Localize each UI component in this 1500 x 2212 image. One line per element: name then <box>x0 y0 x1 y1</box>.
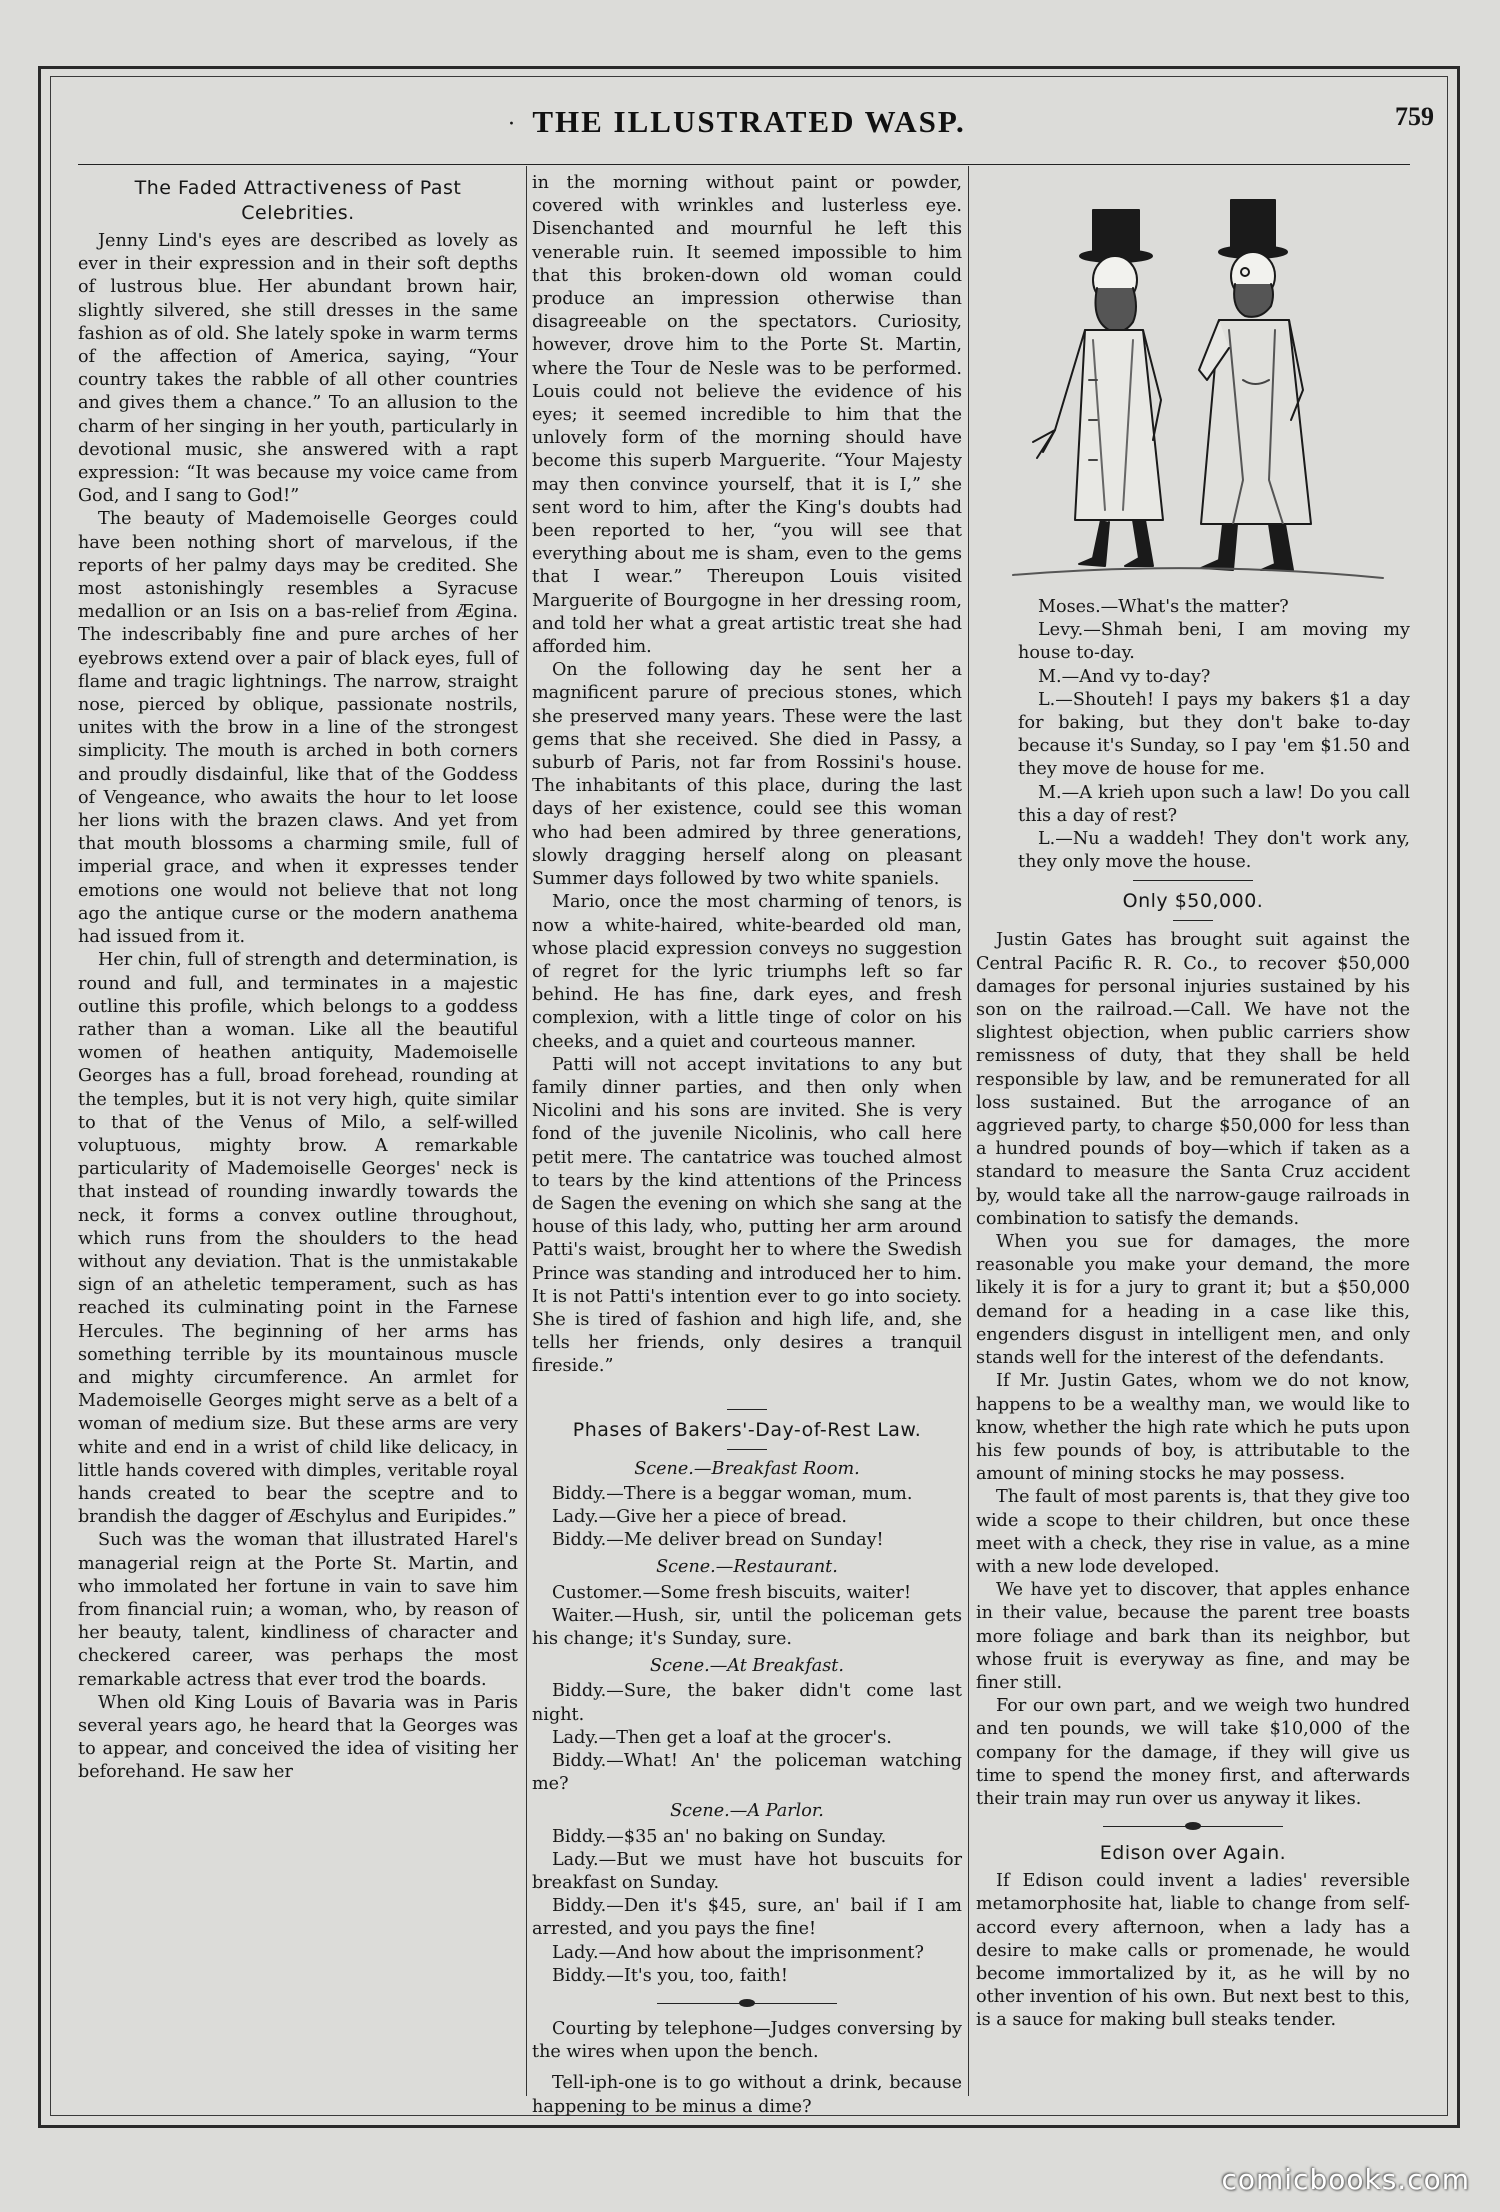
paragraph: in the morning without paint or powder, covered with wrinkles and lusterless eye. Disenchanted and mournful he left this venerable ruin. It seemed impossible to him that this broken-down old woman could produce an impression otherwise than disagreeable on the spectators. Curiosity, however, drove him to the Porte St. Martin, where the Tour de Nesle was to be performed. Louis could not believe the evidence of his eyes; it seemed incredible to him that the unlovely form of the morning should have become this superb Marguerite. “Your Majesty may then convince yourself, that it is I,” she sent word to him, after the King's doubts had been reported to her, “you will see that everything about me is sham, even to the gems that I wear.” Thereupon Louis visited Marguerite of Bourgogne in her dressing room, and told her what a great artistic treat she had afforded him. <box>532 173 962 658</box>
paragraph: Mario, once the most charming of tenors, is now a white-haired, white-bearded old man, whose placid expression conveys no suggestion of regret for the lyric triumphs left so far behind. He has fine, dark eyes, and fresh complexion, with a little tinge of color on his cheeks, and a quiet and courteous manner. <box>532 892 962 1052</box>
paragraph: When old King Louis of Bavaria was in Paris several years ago, he heard that la Georges was to appear, and conceived the idea of visiting her beforehand. He saw her <box>78 1692 518 1783</box>
column-divider-2 <box>968 166 969 2096</box>
article-heading-only-50000: Only $50,000. <box>1122 890 1264 913</box>
dialogue-line: Levy.—Shmah beni, I am moving my house to-day. <box>1018 620 1410 664</box>
dialogue-line: Biddy.—Sure, the baker didn't come last night. <box>532 1681 962 1725</box>
column-1 <box>78 172 518 1785</box>
dialogue-line: Lady.—Then get a loaf at the grocer's. <box>552 1727 892 1748</box>
two-men-in-top-hats-illustration <box>993 180 1393 590</box>
dialogue-line: Biddy.—There is a beggar woman, mum. <box>552 1483 913 1504</box>
scene-title: Scene.—At Breakfast. <box>650 1656 844 1677</box>
paragraph: For our own part, and we weigh two hundred and ten pounds, we will take $10,000 of the company for the damage, if they will give us time to spend the money first, and afterwards their train may run over us anyway it likes. <box>976 1696 1410 1809</box>
dialogue-line: Lady.—And how about the imprisonment? <box>552 1942 924 1963</box>
dialogue-line: M.—And vy to-day? <box>1038 666 1211 687</box>
dialogue-line: Moses.—What's the matter? <box>1038 597 1289 617</box>
divider-rule <box>727 1449 767 1450</box>
scene-title: Scene.—A Parlor. <box>670 1801 824 1822</box>
masthead-title: THE ILLUSTRATED WASP. <box>532 104 966 139</box>
dialogue-line: Biddy.—What! An' the policeman watching me? <box>532 1751 962 1795</box>
masthead-dot: · <box>508 112 515 137</box>
page-number: 759 <box>1395 102 1434 131</box>
paragraph: When you sue for damages, the more reasonable you make your demand, the more likely it is for a jury to grant it; but a $50,000 demand for a heading in a case like this, engenders disgust in intelligent men, and only stands well for the interest of the defendants. <box>976 1232 1410 1369</box>
dialogue-line: Biddy.—Den it's $45, sure, an' bail if I am arrested, and you pays the fine! <box>532 1896 962 1940</box>
paragraph: Such was the woman that illustrated Harel's managerial reign at the Porte St. Martin, and who immolated her fortune in vain to save him from financial ruin; a woman, who, by reason of her beauty, talent, kindliness of character and checkered career, was perhaps the most remarkable actress that ever trod the boards. <box>78 1530 518 1690</box>
column-divider-1 <box>526 166 527 2096</box>
dialogue-line: Biddy.—It's you, too, faith! <box>552 1965 788 1986</box>
paragraph-tell-iph-one: Tell-iph-one is to go without a drink, because happening to be minus a dime? <box>532 2073 962 2117</box>
scene-title: Scene.—Breakfast Room. <box>634 1458 860 1479</box>
paragraph: Justin Gates has brought suit against the Central Pacific R. R. Co., to recover $50,000 damages for personal injuries sustained by his son on the railroad.—Call. We have not the slightest objection, when public carriers show remissness of duty, that they shall be held responsible by law, and be remunerated for all loss sustained. But the arrogance of an aggrieved party, to charge $50,000 for less than a hundred pounds of boy—which if taken as a standard to measure the Santa Cruz accident by, would take all the narrow-gauge railroads in combination to satisfy the demands. <box>976 930 1410 1229</box>
paragraph: Jenny Lind's eyes are described as lovely as ever in their expression and in their soft depths of lustrous blue. Her abundant brown hair, slightly silvered, she still dresses in the same fashion as of old. She lately spoke in warm terms of the affection of America, saying, “Your country takes the rabble of all other countries and gives them a chance.” To an allusion to the charm of her singing in her youth, particularly in devotional music, she answered with a rapt expression: “It was because my voice came from God, and I sang to God!” <box>78 231 518 507</box>
dialogue-line: Customer.—Some fresh biscuits, waiter! <box>552 1582 912 1603</box>
dialogue-line: L.—Nu a waddeh! They don't work any, they only move the house. <box>1018 829 1410 873</box>
dialogue-line: M.—A krieh upon such a law! Do you call this a day of rest? <box>1018 782 1410 826</box>
article-heading-phases: Phases of Bakers'-Day-of-Rest Law. <box>572 1418 922 1441</box>
paragraph: The beauty of Mademoiselle Georges could have been nothing short of marvelous, if the reports of her palmy days may be credited. She most astonishingly resembles a Syracuse medallion or an Isis on a bas-relief from Ægina. The indescribably fine and pure arches of her eyebrows extend over a pair of black eyes, full of flame and tragic lightnings. The narrow, straight nose, pierced by oblique, passionate nostrils, unites with the brow in a line of the strongest simplicity. The mouth is arched in both corners and proudly disdainful, like that of the Goddess of Vengeance, who awaits the hour to let loose her lions with the brazen claws. And yet from that mouth blossoms a charming smile, full of imperial grace, and when it expresses tender emotions one would not believe that not long ago the antique curse or the modern anathema had issued from it. <box>78 509 518 948</box>
paragraph: Her chin, full of strength and determination, is round and full, and terminates in a majestic outline this profile, which belongs to a goddess rather than a woman. Like all the beautiful women of heathen antiquity, Mademoiselle Georges has a full, broad forehead, rounding at the temples, but it is not very high, quite similar to that of the Venus of Milo, a self-willed voluptuous, mighty brow. A remarkable particularity of Mademoiselle Georges' neck is that instead of rounding inwardly towards the neck, it forms a convex outline throughout, which runs from the shoulders to the head without any deviation. That is the unmistakable sign of an atheletic temperament, such as has reached its culminating point in the Farnese Hercules. The beginning of her arms has something terrible by its mountainous muscle and mighty circumference. An armlet for Mademoiselle Georges might serve as a belt of a woman of medium size. But these arms are very white and end in a wrist of child like delicacy, in little hands covered with dimples, veritable royal hands created to bear the sceptre and to brandish the dagger of Æschylus and Euripides.” <box>78 950 518 1528</box>
dialogue-line: Lady.—But we must have hot buscuits for breakfast on Sunday. <box>532 1849 962 1894</box>
header-rule <box>78 164 1410 165</box>
column-2 <box>532 172 962 2119</box>
paragraph: Patti will not accept invitations to any but family dinner parties, and then only when Nicolini and his sons are invited. She is very fond of the juvenile Nicolinis, who call here petit mere. The cantatrice was touched almost to tears by the kind attentions of the Princess de Sagen the evening on which she sang at the house of this lady, who, putting her arm around Patti's waist, brought her to where the Swedish Prince was standing and introduced her to him. It is not Patti's intention ever to go into society. She is tired of fashion and high life, and, she tells her friends, only desires a tranquil fireside.” <box>532 1054 962 1377</box>
watermark-text: comicbooks.com <box>1221 2163 1470 2196</box>
paragraph: If Mr. Justin Gates, whom we do not know, happens to be a wealthy man, we would like to know, whether the high rate which he puts upon his few pounds of boy, is attributable to the amount of mining stocks he may possess. <box>976 1371 1410 1485</box>
dialogue-line: Waiter.—Hush, sir, until the policeman gets his change; it's Sunday, sure. <box>532 1605 962 1649</box>
scene-title: Scene.—Restaurant. <box>656 1557 838 1578</box>
article-heading-edison: Edison over Again. <box>1099 1842 1287 1865</box>
paragraph: The fault of most parents is, that they give too wide a scope to their children, but once these meet with a check, they rise in value, as a mine with a new lode developed. <box>976 1487 1410 1577</box>
article-heading-faded-attractiveness: The Faded Attractiveness of Past Celebrities. <box>134 177 462 224</box>
divider-rule <box>727 1409 767 1410</box>
dialogue-line: Biddy.—Me deliver bread on Sunday! <box>552 1530 884 1551</box>
paragraph: If Edison could invent a ladies' reversible metamorphosite hat, liable to change from self-accord every afternoon, when a lady has a desire to make calls or promenade, he would become immortalized by it, as he will by no other invention of his own. But next best to this, is a sauce for making bull steaks tender. <box>976 1871 1410 2031</box>
paragraph: On the following day he sent her a magnificent parure of precious stones, which she preserved many years. These were the last gems that she received. She died in Passy, a suburb of Paris, not far from Rossini's house. The inhabitants of this place, during the last days of her existence, could see this woman who had been admired by three generations, slowly dragging herself along on pleasant Summer days followed by two white spaniels. <box>532 660 962 890</box>
paragraph: We have yet to discover, that apples enhance in their value, because the parent tree boasts more foliage and bark than its neighbor, but whose fruit is everyway as fine, and may be finer still. <box>976 1580 1410 1693</box>
ornamental-divider <box>657 1998 837 2008</box>
dialogue-line: Lady.—Give her a piece of bread. <box>552 1506 847 1527</box>
paragraph-courting: Courting by telephone—Judges conversing by the wires when upon the bench. <box>532 2019 962 2063</box>
dialogue-line: Biddy.—$35 an' no baking on Sunday. <box>552 1826 887 1847</box>
masthead <box>50 96 1448 148</box>
dialogue-line: L.—Shouteh! I pays my bakers $1 a day for baking, but they don't bake to-day because it's Sunday, so I pay 'em $1.50 and they move de house for me. <box>1018 689 1410 780</box>
column-3 <box>976 172 1410 2033</box>
divider-rule <box>1133 880 1253 881</box>
ornamental-divider <box>1103 1821 1283 1831</box>
divider-rule <box>1173 920 1213 921</box>
